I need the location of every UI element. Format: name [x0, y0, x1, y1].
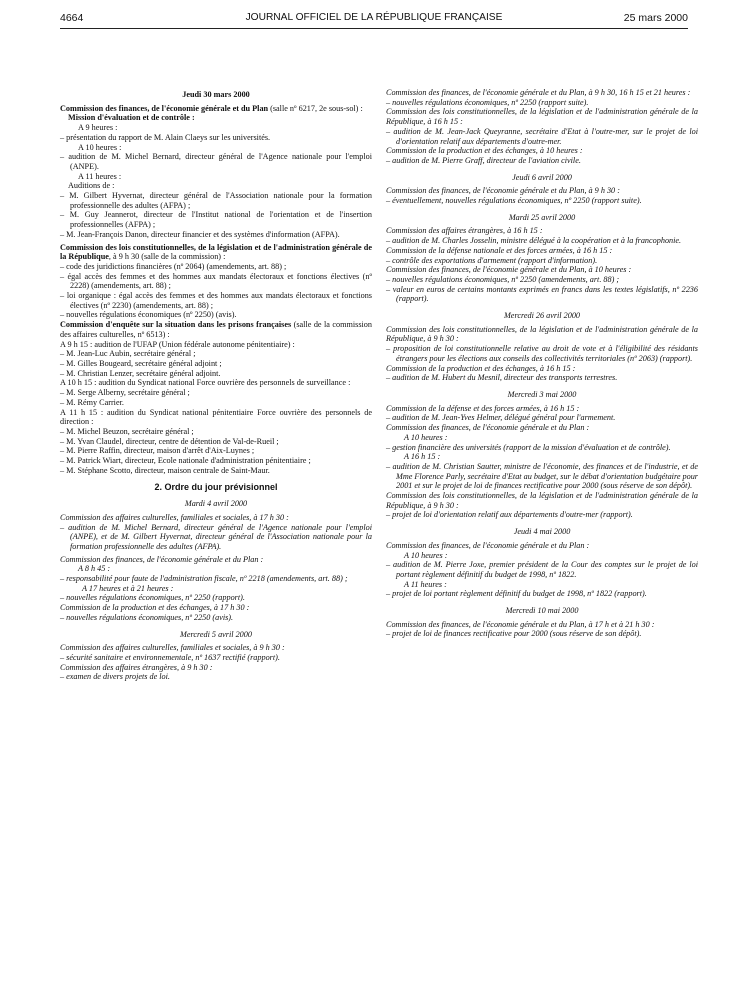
time-slot: A 17 heures et à 21 heures : [82, 583, 174, 593]
agenda-item: – loi organique : égal accès des femmes et des hommes aux mandats électoraux et fonctions électives (nº 2230) (amendements, art. 88) ; [60, 291, 372, 310]
left-column [60, 88, 372, 682]
agenda-item: – M. Gilbert Hyvernat, directeur général de l'Association nationale pour la formation professionnelle des adultes (AFPA) ; [60, 191, 372, 210]
commission-entry: Commission de la défense nationale et des forces armées, à 16 h 15 : [386, 245, 613, 255]
day-heading: Mercredi 3 mai 2000 [507, 389, 577, 399]
day-heading: Jeudi 30 mars 2000 [182, 90, 250, 99]
commission-entry: Commission des affaires étrangères, à 9 h 30 : [60, 662, 213, 672]
commission-entry: Commission des affaires culturelles, familiales et sociales, à 9 h 30 : [60, 643, 285, 653]
agenda-item: – audition de M. Charles Josselin, ministre délégué à la coopération et à la francophonie. [386, 236, 682, 246]
time-slot: A 10 heures : [78, 142, 122, 152]
agenda-item: – code des juridictions financières (nº 2064) (amendements, art. 88) ; [60, 261, 287, 271]
commission-entry: Commission de la défense et des forces armées, à 16 h 15 : [386, 403, 580, 413]
agenda-item: – audition de M. Michel Bernard, directeur général de l'Agence nationale pour l'emploi (ANPE). [60, 152, 372, 171]
agenda-item: – M. Michel Beuzon, secrétaire général ; [60, 426, 194, 436]
commission-entry: Commission des affaires étrangères, à 16 h 15 : [386, 226, 543, 236]
agenda-item: – nouvelles régulations économiques (nº 2250) (avis). [60, 310, 237, 320]
agenda-item: – M. Pierre Raffin, directeur, maison d'arrêt d'Aix-Luynes ; [60, 446, 255, 456]
commission-entry: Commission de la production et des échanges, à 10 heures : [386, 146, 583, 156]
commission-entry: Commission des finances, de l'économie générale et du Plan, à 9 h 30, 16 h 15 et 21 heures : [386, 88, 691, 97]
section-heading: 2. Ordre du jour prévisionnel [154, 482, 278, 493]
day-heading: Jeudi 6 avril 2000 [512, 172, 572, 182]
agenda-item: – présentation du rapport de M. Alain Claeys sur les universités. [60, 132, 271, 142]
time-slot: A 11 heures : [78, 171, 122, 181]
agenda-item: – nouvelles régulations économiques, nº 2250 (rapport suite). [386, 97, 589, 107]
agenda-item: – audition de M. Pierre Graff, directeur de l'aviation civile. [386, 155, 581, 165]
agenda-item: – M. Yvan Claudel, directeur, centre de détention de Val-de-Rueil ; [60, 436, 279, 446]
day-heading: Mercredi 5 avril 2000 [180, 629, 252, 639]
commission-entry: Commission des finances, de l'économie générale et du Plan, à 9 h 30 : [386, 186, 620, 196]
time-slot: A 10 heures : [404, 550, 448, 560]
auditions-label: Auditions de : [68, 181, 115, 191]
hearing-paragraph: A 9 h 15 : audition de l'UFAP (Union fédérale autonome pénitentiaire) : [60, 339, 295, 349]
agenda-item: – gestion financière des universités (rapport de la mission d'évaluation et de contrôle). [386, 442, 671, 452]
agenda-item: – responsabilité pour faute de l'administration fiscale, nº 2218 (amendements, art. 88) ; [60, 574, 348, 584]
agenda-item: – audition de M. Pierre Joxe, premier président de la Cour des comptes sur le projet de loi portant règlement définitif du budget de 1998, nº 1822. [386, 560, 698, 579]
commission-entry: Commission des finances, de l'économie générale et du Plan : [60, 554, 264, 564]
commission-entry: Commission des lois constitutionnelles, de la législation et de l'administration générale de la République, à 9 h 30 : [386, 491, 698, 510]
commission-entry: Commission des finances, de l'économie générale et du Plan : [386, 423, 590, 433]
agenda-item: – M. Christian Lenzer, secrétaire général adjoint. [60, 368, 221, 378]
agenda-item: – proposition de loi constitutionnelle relative au droit de vote et à l'éligibilité des résidants étrangers pour les élections aux conseils des collectivités territoriales (nº 2063) (rapport). [386, 344, 698, 363]
time-slot: A 10 heures : [404, 432, 448, 442]
hearing-paragraph: A 11 h 15 : audition du Syndicat national pénitentiaire Force ouvrière des personnels de direction : [60, 407, 372, 427]
commission-entry: Commission des finances, de l'économie générale et du Plan : [386, 540, 590, 550]
day-heading: Mercredi 26 avril 2000 [503, 311, 581, 321]
journal-title: JOURNAL OFFICIEL DE LA RÉPUBLIQUE FRANÇAISE [245, 12, 503, 23]
agenda-item: – M. Gilles Bougeard, secrétaire général adjoint ; [60, 358, 222, 368]
agenda-item: – projet de loi de finances rectificative pour 2000 (sous réserve de son dépôt). [386, 629, 642, 639]
commission-entry: Commission de la production et des échanges, à 16 h 15 : [386, 363, 576, 373]
agenda-item: – M. Rémy Carrier. [60, 397, 124, 407]
mission-heading: Mission d'évaluation et de contrôle : [68, 113, 195, 123]
time-slot: A 8 h 45 : [78, 564, 111, 574]
agenda-item: – audition de M. Michel Bernard, directeur général de l'Agence nationale pour l'emploi (ANPE), et de M. Gilbert Hyvernat, directeur général de l'Association nationale pour la formation professionnelle des adultes (AFPA). [60, 522, 372, 551]
agenda-item: – M. Guy Jeannerot, directeur de l'Institut national de l'orientation et de l'insertion professionnelles (AFPA) ; [60, 210, 372, 230]
page-number: 4664 [60, 12, 84, 24]
agenda-item: – M. Stéphane Scotto, directeur, maison centrale de Saint-Maur. [60, 465, 270, 475]
commission-entry: Commission d'enquête sur la situation dans les prisons françaises (salle de la commission des affaires culturelles, nº 6513) : [60, 320, 372, 339]
commission-entry: Commission des affaires culturelles, familiales et sociales, à 17 h 30 : [60, 512, 289, 522]
agenda-item: – nouvelles régulations économiques, nº 2250 (amendements, art. 88) ; [386, 274, 620, 284]
agenda-item: – nouvelles régulations économiques, nº 2250 (avis). [60, 612, 234, 622]
day-heading: Mardi 4 avril 2000 [184, 499, 248, 509]
commission-entry: Commission des finances, de l'économie générale et du Plan, à 10 heures : [386, 265, 632, 275]
agenda-item: – projet de loi portant règlement définitif du budget de 1998, nº 1822 (rapport). [386, 589, 647, 599]
agenda-item: – M. Patrick Wiart, directeur, Ecole nationale d'administration pénitentiaire ; [60, 456, 311, 466]
agenda-item: – M. Serge Alberny, secrétaire général ; [60, 388, 190, 398]
right-column [386, 88, 698, 639]
agenda-item: – contrôle des exportations d'armement (rapport d'information). [386, 255, 598, 265]
agenda-item: – égal accès des femmes et des hommes aux mandats électoraux et fonctions électives (nº 2228) (amendements, art. 88) ; [60, 271, 372, 291]
agenda-item: – valeur en euros de certains montants exprimés en francs dans les textes législatifs, nº 2236 (rapport). [386, 284, 698, 304]
commission-entry: Commission des finances, de l'économie générale et du Plan, à 17 h et à 21 h 30 : [386, 619, 655, 629]
commission-entry: Commission des lois constitutionnelles, de la législation et de l'administration générale de la République, à 9 h 30 (salle de la commission) : [60, 242, 372, 262]
agenda-item: – audition de M. Christian Sautter, ministre de l'économie, des finances et de l'industrie, et de Mme Florence Parly, secrétaire d'Etat au budget, sur le débat d'orientation budgétaire pour 2001 et sur le projet de loi de finances rectificative pour 2000 (sous réserve de son dépôt). [386, 461, 698, 491]
commission-entry: Commission des finances, de l'économie générale et du Plan (salle nº 6217, 2e sous-sol) : [60, 103, 363, 113]
agenda-item: – audition de M. Hubert du Mesnil, directeur des transports terrestres. [386, 373, 618, 383]
issue-date: 25 mars 2000 [623, 12, 688, 24]
agenda-item: – examen de divers projets de loi. [60, 672, 170, 682]
day-heading: Jeudi 4 mai 2000 [513, 527, 571, 537]
day-heading: Mercredi 10 mai 2000 [505, 606, 579, 616]
hearing-paragraph: A 10 h 15 : audition du Syndicat national Force ouvrière des personnels de surveillance : [60, 378, 351, 388]
day-heading: Mardi 25 avril 2000 [508, 212, 576, 222]
agenda-item: – M. Jean-François Danon, directeur financier et des systèmes d'information (AFPA). [60, 229, 340, 239]
time-slot: A 11 heures : [404, 579, 447, 589]
agenda-item: – M. Jean-Luc Aubin, secrétaire général ; [60, 349, 196, 359]
page-header [60, 12, 688, 32]
time-slot: A 9 heures : [78, 123, 118, 133]
agenda-item: – sécurité sanitaire et environnementale, nº 1637 rectifié (rapport). [60, 652, 280, 662]
commission-entry: Commission des lois constitutionnelles, de la législation et de l'administration générale de la République, à 16 h 15 : [386, 107, 698, 127]
agenda-item: – projet de loi d'orientation relatif aux départements d'outre-mer (rapport). [386, 510, 633, 520]
agenda-item: – audition de M. Jean-Jack Queyranne, secrétaire d'Etat à l'outre-mer, sur le projet de loi d'orientation relatif aux départements d'outre-mer. [386, 126, 698, 146]
time-slot: A 16 h 15 : [404, 452, 441, 462]
agenda-item: – nouvelles régulations économiques, nº 2250 (rapport). [60, 593, 245, 603]
commission-entry: Commission de la production et des échanges, à 17 h 30 : [60, 603, 250, 613]
header-rule [60, 28, 688, 29]
agenda-item: – éventuellement, nouvelles régulations économiques, nº 2250 (rapport suite). [386, 196, 642, 206]
commission-entry: Commission des lois constitutionnelles, de la législation et de l'administration générale de la République, à 9 h 30 : [386, 324, 698, 344]
agenda-item: – audition de M. Jean-Yves Helmer, délégué général pour l'armement. [386, 413, 616, 423]
